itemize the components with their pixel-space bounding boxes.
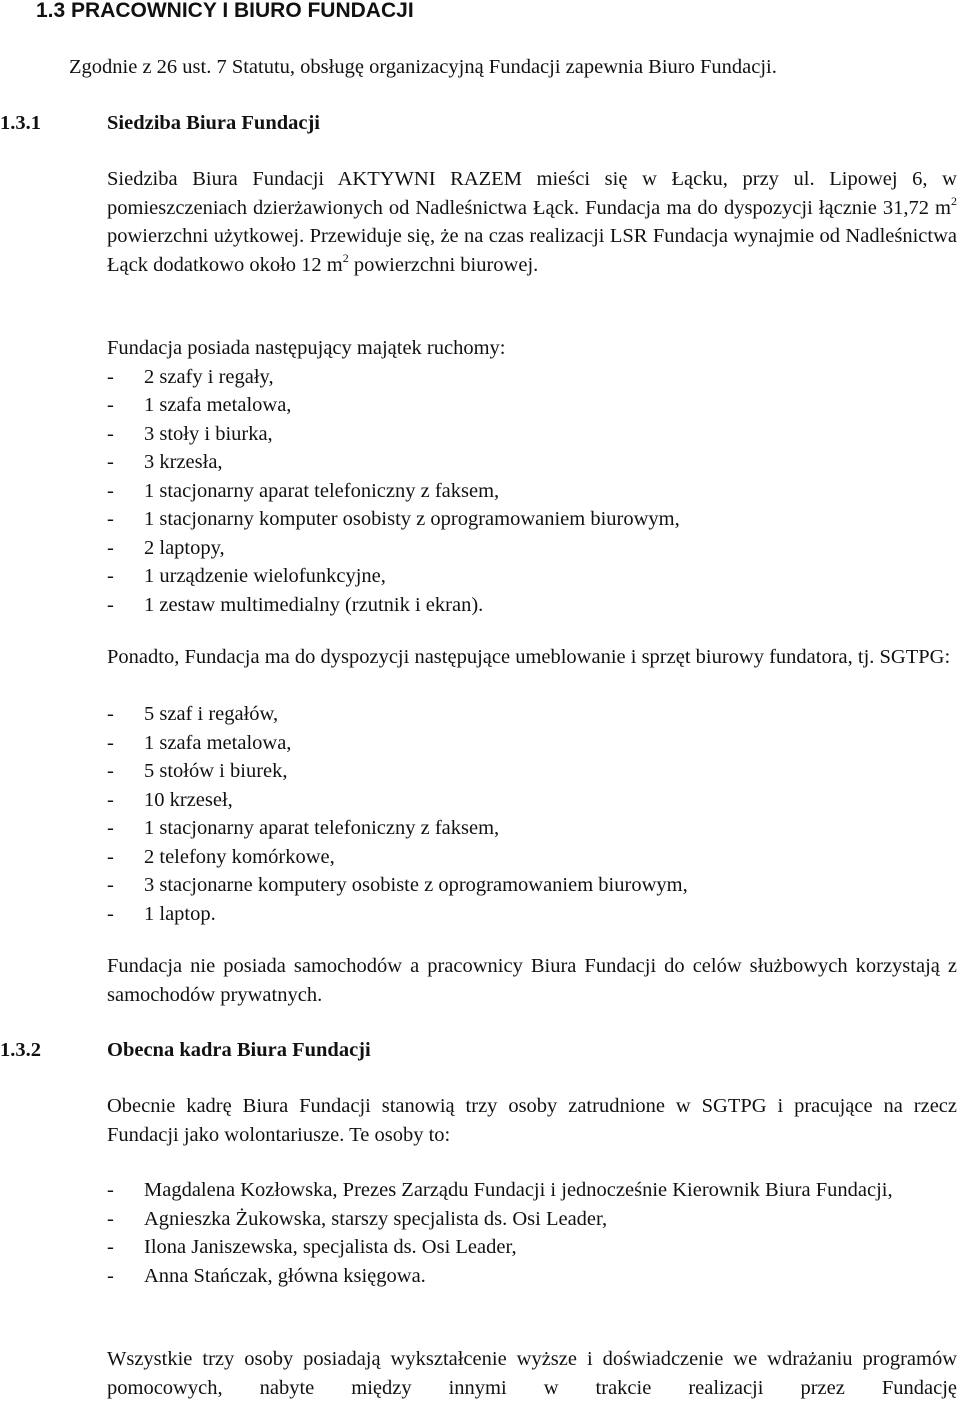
movable-item <box>107 477 957 506</box>
list-dash: - <box>107 479 114 502</box>
closing-text: Wszystkie trzy osoby posiadają wykształcenie wyższe i doświadczenie we wdrażaniu programów pomocowych, nabyte między innymi w trakcie realizacji przez Fundację <box>107 1348 957 1399</box>
founder-equipment-item <box>107 700 957 729</box>
founder-equipment-item <box>107 729 957 758</box>
subsection-title: Obecna kadra Biura Fundacji <box>107 1039 371 1061</box>
list-dash: - <box>107 394 114 416</box>
list-item-text: 1 szafa metalowa, <box>144 394 292 416</box>
staff-member-item <box>107 1205 957 1234</box>
list-item-text: 2 laptopy, <box>144 536 225 559</box>
list-item-text: Anna Stańczak, główna księgowa. <box>144 1264 426 1287</box>
founder-equipment-item <box>107 871 957 900</box>
list-item-text: 1 urządzenie wielofunkcyjne, <box>144 565 386 587</box>
list-item-text: 1 stacjonarny aparat telefoniczny z faksem, <box>144 479 500 502</box>
movable-item <box>107 534 957 563</box>
list-dash: - <box>107 703 114 725</box>
list-dash: - <box>107 1207 114 1230</box>
list-dash: - <box>107 1264 114 1287</box>
area-unit-superscript: 2 <box>342 250 349 265</box>
founder-equipment-intro <box>107 643 957 672</box>
movable-item <box>107 505 957 534</box>
staff-member-item <box>107 1176 957 1205</box>
movables-section <box>107 334 957 619</box>
founder-intro-text: Ponadto, Fundacja ma do dyspozycji następujące umeblowanie i sprzęt biurowy fundatora, tj. SGTPG: <box>107 646 951 668</box>
list-dash: - <box>107 451 114 473</box>
founder-equipment-item <box>107 814 957 843</box>
list-item-text: 1 stacjonarny komputer osobisty z oprogramowaniem biurowym, <box>144 508 680 530</box>
list-item-text: 2 szafy i regały, <box>144 365 274 388</box>
staff-member-item <box>107 1233 957 1262</box>
list-dash: - <box>107 760 114 782</box>
list-item-text: 3 stacjonarne komputery osobiste z oprogramowaniem biurowym, <box>144 874 688 896</box>
list-item-text: 5 stołów i biurek, <box>144 760 288 782</box>
list-dash: - <box>107 365 114 388</box>
list-item-text: 3 krzesła, <box>144 451 223 473</box>
movables-list <box>107 363 957 620</box>
subsection-number: 1.3.1 <box>0 112 41 134</box>
list-item-text: Ilona Janiszewska, specjalista ds. Osi Leader, <box>144 1236 517 1258</box>
movable-item <box>107 591 957 620</box>
list-item-text: 1 szafa metalowa, <box>144 731 292 754</box>
list-item-text: 1 zestaw multimedialny (rzutnik i ekran). <box>144 593 484 616</box>
list-item-text: 1 stacjonarny aparat telefoniczny z faksem, <box>144 817 500 839</box>
staff-list <box>107 1176 957 1290</box>
founder-equipment-item <box>107 900 957 929</box>
cars-paragraph <box>107 952 957 1009</box>
movable-item <box>107 448 957 477</box>
list-item-text: 10 krzeseł, <box>144 788 233 811</box>
founder-equipment-item <box>107 786 957 815</box>
list-item-text: 2 telefony komórkowe, <box>144 845 335 868</box>
section-heading: 1.3 PRACOWNICY I BIURO FUNDACJI <box>36 0 414 22</box>
office-text-part-1: Siedziba Biura Fundacji AKTYWNI RAZEM mieści się w Łącku, przy ul. Lipowej 6, w pomieszczeniach dzierżawionych od Nadleśnictwa Łąck. Fundacja ma do dyspozycji łącznie 31,72 m <box>107 168 957 219</box>
list-item-text: Magdalena Kozłowska, Prezes Zarządu Fundacji i jednocześnie Kierownik Biura Fundacji, <box>144 1179 893 1201</box>
list-dash: - <box>107 788 114 811</box>
list-dash: - <box>107 731 114 754</box>
subsection-number: 1.3.2 <box>0 1039 41 1061</box>
office-text-part-2: powierzchni użytkowej. Przewiduje się, że na czas realizacji LSR Fundacja wynajmie od Nadleśnictwa Łąck dodatkowo około 12 m <box>107 225 957 276</box>
list-dash: - <box>107 1236 114 1258</box>
founder-equipment-section <box>107 700 957 928</box>
list-dash: - <box>107 1179 114 1201</box>
subsection-title: Siedziba Biura Fundacji <box>107 112 321 134</box>
movable-item <box>107 420 957 449</box>
list-dash: - <box>107 902 114 925</box>
list-dash: - <box>107 422 114 445</box>
list-dash: - <box>107 536 114 559</box>
movables-intro: Fundacja posiada następujący majątek ruchomy: <box>107 337 506 359</box>
movable-item <box>107 562 957 591</box>
list-dash: - <box>107 874 114 896</box>
staff-intro-text: Obecnie kadrę Biura Fundacji stanowią trzy osoby zatrudnione w SGTPG i pracujące na rzecz Fundacji jako wolontariusze. Te osoby to: <box>107 1095 957 1146</box>
list-item-text: Agnieszka Żukowska, starszy specjalista ds. Osi Leader, <box>144 1207 608 1230</box>
list-dash: - <box>107 508 114 530</box>
closing-paragraph <box>107 1345 957 1402</box>
list-dash: - <box>107 593 114 616</box>
movable-item <box>107 391 957 420</box>
founder-equipment-item <box>107 843 957 872</box>
section-intro: Zgodnie z 26 ust. 7 Statutu, obsługę organizacyjną Fundacji zapewnia Biuro Fundacji. <box>69 56 777 78</box>
list-item-text: 3 stoły i biurka, <box>144 422 273 445</box>
cars-text: Fundacja nie posiada samochodów a pracownicy Biura Fundacji do celów służbowych korzystają z samochodów prywatnych. <box>107 955 957 1006</box>
list-item-text: 5 szaf i regałów, <box>144 703 279 725</box>
list-dash: - <box>107 817 114 839</box>
list-dash: - <box>107 845 114 868</box>
area-unit-superscript: 2 <box>951 193 957 208</box>
list-item-text: 1 laptop. <box>144 902 216 925</box>
movable-item <box>107 363 957 392</box>
staff-intro-paragraph <box>107 1092 957 1149</box>
staff-member-item <box>107 1262 957 1291</box>
staff-section <box>107 1176 957 1290</box>
office-text-part-3: powierzchni biurowej. <box>348 253 539 276</box>
office-location-paragraph <box>107 165 957 279</box>
founder-equipment-item <box>107 757 957 786</box>
founder-equipment-list <box>107 700 957 928</box>
list-dash: - <box>107 565 114 587</box>
